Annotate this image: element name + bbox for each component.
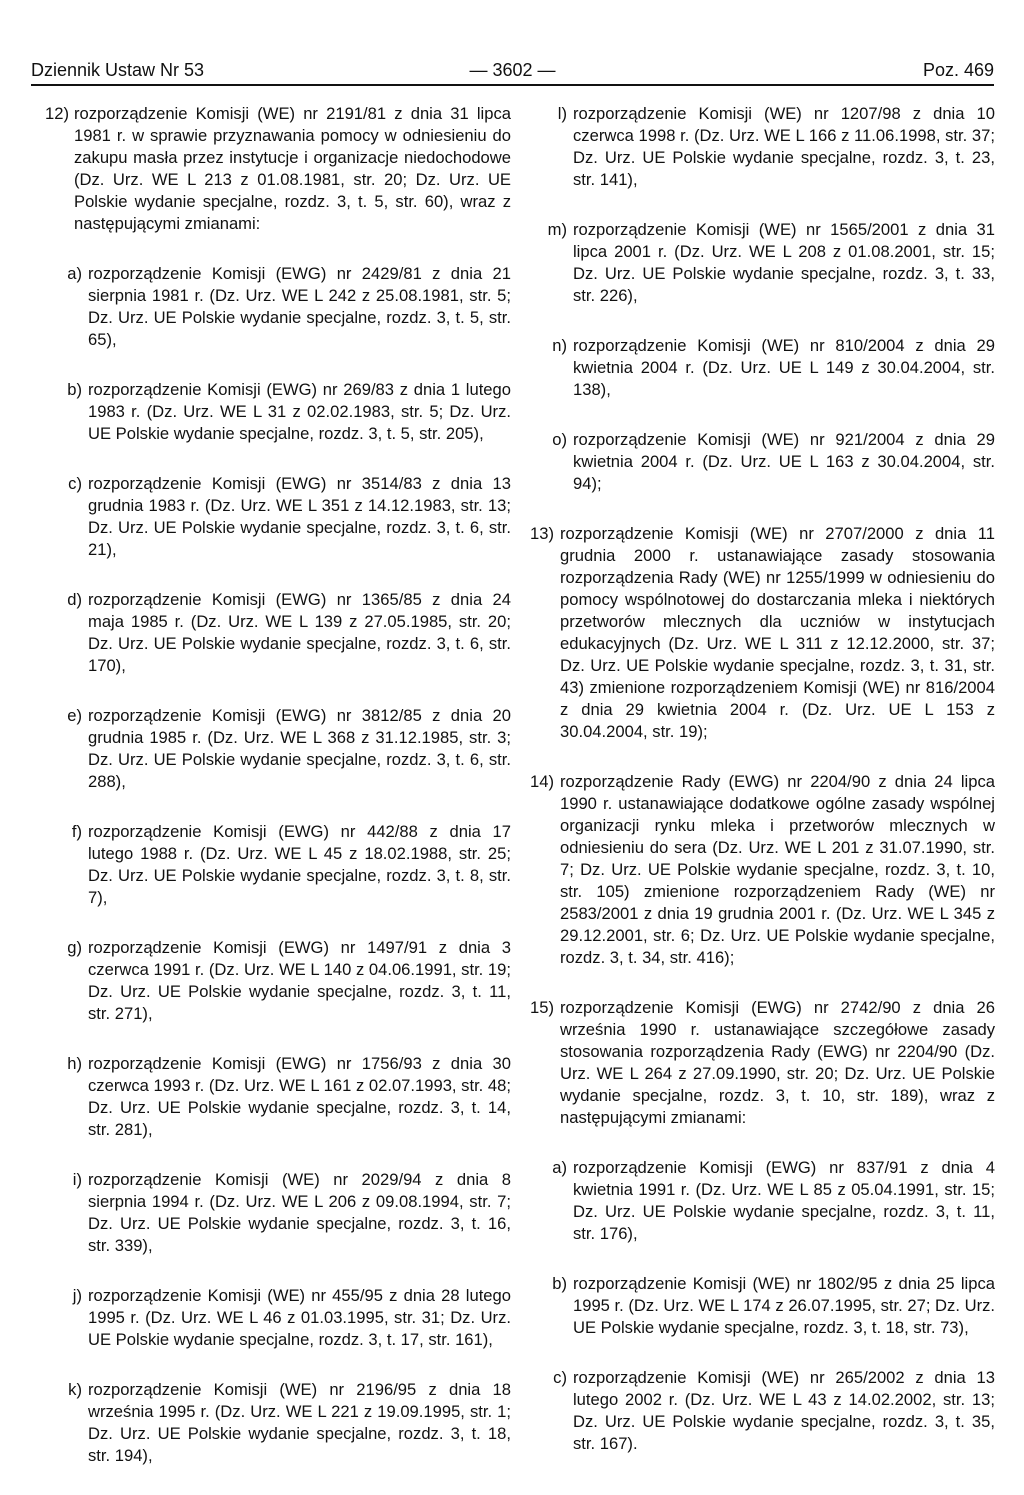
list-item [516, 335, 995, 401]
list-item [31, 937, 511, 1025]
list-item [516, 523, 995, 743]
page-header [31, 52, 994, 86]
list-item [516, 997, 995, 1129]
item-text: rozporządzenie Komisji (EWG) nr 1365/85 z dnia 24 maja 1985 r. (Dz. Urz. WE L 139 z 27.05.1985, str. 20; Dz. Urz. UE Polskie wydanie specjalne, rozdz. 3, t. 6, str. 170), [88, 590, 511, 675]
journal-title: Dziennik Ustaw Nr 53 [31, 60, 205, 80]
item-text: rozporządzenie Komisji (WE) nr 455/95 z dnia 28 lutego 1995 r. (Dz. Urz. WE L 46 z 01.03.1995, str. 31; Dz. Urz. UE Polskie wydanie specjalne, rozdz. 3, t. 17, str. 161), [88, 1286, 511, 1349]
list-item [516, 771, 995, 969]
item-text: rozporządzenie Komisji (EWG) nr 3514/83 z dnia 13 grudnia 1983 r. (Dz. Urz. WE L 351 z 14.12.1983, str. 13; Dz. Urz. UE Polskie wydanie specjalne, rozdz. 3, t. 6, str. 21), [88, 474, 511, 559]
item-number: b) [552, 1274, 567, 1293]
item-number: k) [68, 1380, 82, 1399]
position-number: Poz. 469 [922, 60, 994, 80]
item-text: rozporządzenie Komisji (WE) nr 810/2004 z dnia 29 kwietnia 2004 r. (Dz. Urz. UE L 149 z 30.04.2004, str. 138), [573, 336, 995, 399]
list-item [31, 1285, 511, 1351]
item-number: 15) [530, 998, 554, 1017]
item-number: 14) [530, 772, 554, 791]
item-text: rozporządzenie Komisji (WE) nr 265/2002 z dnia 13 lutego 2002 r. (Dz. Urz. WE L 43 z 14.02.2002, str. 13; Dz. Urz. UE Polskie wydanie specjalne, rozdz. 3, t. 35, str. 167). [573, 1368, 995, 1453]
item-text: rozporządzenie Komisji (EWG) nr 442/88 z dnia 17 lutego 1988 r. (Dz. Urz. WE L 45 z 18.02.1988, str. 25; Dz. Urz. UE Polskie wydanie specjalne, rozdz. 3, t. 8, str. 7), [88, 822, 511, 907]
item-number: g) [67, 938, 82, 957]
list-item [516, 103, 995, 191]
item-number: j) [72, 1286, 82, 1305]
item-text: rozporządzenie Komisji (WE) nr 1802/95 z dnia 25 lipca 1995 r. (Dz. Urz. WE L 174 z 26.07.1995, str. 27; Dz. Urz. UE Polskie wydanie specjalne, rozdz. 3, t. 18, str. 73), [573, 1274, 995, 1337]
item-number: 13) [530, 524, 554, 543]
list-item [31, 1169, 511, 1257]
item-number: n) [552, 336, 567, 355]
item-number: o) [552, 430, 567, 449]
item-text: rozporządzenie Komisji (WE) nr 1565/2001 z dnia 31 lipca 2001 r. (Dz. Urz. WE L 208 z 01.08.2001, str. 15; Dz. Urz. UE Polskie wydanie specjalne, rozdz. 3, t. 33, str. 226), [573, 220, 995, 305]
list-item [516, 1367, 995, 1455]
item-number: m) [547, 220, 567, 239]
list-item [31, 705, 511, 793]
list-item [31, 473, 511, 561]
item-text: rozporządzenie Rady (EWG) nr 2204/90 z dnia 24 lipca 1990 r. ustanawiające dodatkowe ogólne zasady wspólnej organizacji rynku mleka i przetworów mlecznych w odniesieniu do sera (Dz. Urz. WE L 201 z 31.07.1990, str. 7; Dz. Urz. UE Polskie wydanie specjalne, rozdz. 3, t. 10, str. 105) zmienione rozporządzeniem Rady (WE) nr 2583/2001 z dnia 19 grudnia 2001 r. (Dz. Urz. WE L 345 z 29.12.2001, str. 6; Dz. Urz. UE Polskie wydanie specjalne, rozdz. 3, t. 34, str. 416); [560, 772, 995, 967]
item-text: rozporządzenie Komisji (EWG) nr 3812/85 z dnia 20 grudnia 1985 r. (Dz. Urz. WE L 368 z 31.12.1985, str. 3; Dz. Urz. UE Polskie wydanie specjalne, rozdz. 3, t. 6, str. 288), [88, 706, 511, 791]
item-text: rozporządzenie Komisji (EWG) nr 837/91 z dnia 4 kwietnia 1991 r. (Dz. Urz. WE L 85 z 05.04.1991, str. 15; Dz. Urz. UE Polskie wydanie specjalne, rozdz. 3, t. 11, str. 176), [573, 1158, 995, 1243]
item-text: rozporządzenie Komisji (WE) nr 2029/94 z dnia 8 sierpnia 1994 r. (Dz. Urz. WE L 206 z 09.08.1994, str. 7; Dz. Urz. UE Polskie wydanie specjalne, rozdz. 3, t. 16, str. 339), [88, 1170, 511, 1255]
item-text: rozporządzenie Komisji (EWG) nr 2742/90 z dnia 26 września 1990 r. ustanawiające szczegółowe zasady stosowania rozporządzenia Rady (EWG) nr 2204/90 (Dz. Urz. WE L 264 z 27.09.1990, str. 20; Dz. Urz. UE Polskie wydanie specjalne, rozdz. 3, t. 10, str. 189), wraz z następującymi zmianami: [560, 998, 995, 1127]
item-number: a) [552, 1158, 567, 1177]
list-item [31, 1379, 511, 1467]
item-number: 12) [45, 104, 69, 123]
item-number: f) [71, 822, 82, 841]
list-item [31, 103, 511, 235]
item-text: rozporządzenie Komisji (WE) nr 2707/2000 z dnia 11 grudnia 2000 r. ustanawiające zasady stosowania rozporządzenia Rady (WE) nr 1255/1999 w odniesieniu do pomocy wspólnotowej do dostarczania mleka i niektórych przetworów mlecznych dla uczniów w instytucjach edukacyjnych (Dz. Urz. WE L 311 z 12.12.2000, str. 37; Dz. Urz. UE Polskie wydanie specjalne, rozdz. 3, t. 31, str. 43) zmienione rozporządzeniem Komisji (WE) nr 816/2004 z dnia 29 kwietnia 2004 r. (Dz. Urz. UE L 153 z 30.04.2004, str. 19); [560, 524, 995, 741]
list-item [516, 219, 995, 307]
item-number: e) [67, 706, 82, 725]
list-item [516, 1157, 995, 1245]
item-number: a) [67, 264, 82, 283]
list-item [516, 429, 995, 495]
item-text: rozporządzenie Komisji (WE) nr 2196/95 z dnia 18 września 1995 r. (Dz. Urz. WE L 221 z 19.09.1995, str. 1; Dz. Urz. UE Polskie wydanie specjalne, rozdz. 3, t. 18, str. 194), [88, 1380, 511, 1465]
item-text: rozporządzenie Komisji (WE) nr 1207/98 z dnia 10 czerwca 1998 r. (Dz. Urz. WE L 166 z 11.06.1998, str. 37; Dz. Urz. UE Polskie wydanie specjalne, rozdz. 3, t. 23, str. 141), [573, 104, 995, 189]
list-item [31, 821, 511, 909]
list-item [31, 379, 511, 445]
item-number: b) [67, 380, 82, 399]
list-item [516, 1273, 995, 1339]
list-item [31, 589, 511, 677]
item-number: h) [67, 1054, 82, 1073]
item-text: rozporządzenie Komisji (EWG) nr 2429/81 z dnia 21 sierpnia 1981 r. (Dz. Urz. WE L 242 z 25.08.1981, str. 5; Dz. Urz. UE Polskie wydanie specjalne, rozdz. 3, t. 5, str. 65), [88, 264, 511, 349]
page-number: — 3602 — [469, 60, 556, 80]
item-text: rozporządzenie Komisji (WE) nr 2191/81 z dnia 31 lipca 1981 r. w sprawie przyznawania pomocy w odniesieniu do zakupu masła przez instytucje i organizacje niedochodowe (Dz. Urz. WE L 213 z 01.08.1981, str. 20; Dz. Urz. UE Polskie wydanie specjalne, rozdz. 3, t. 5, str. 60), wraz z następującymi zmianami: [74, 104, 511, 233]
item-number: c) [68, 474, 82, 493]
right-column [516, 103, 995, 1483]
item-number: l) [557, 104, 567, 123]
list-item [31, 1053, 511, 1141]
list-item [31, 263, 511, 351]
item-text: rozporządzenie Komisji (EWG) nr 1497/91 z dnia 3 czerwca 1991 r. (Dz. Urz. WE L 140 z 04.06.1991, str. 19; Dz. Urz. UE Polskie wydanie specjalne, rozdz. 3, t. 11, str. 271), [88, 938, 511, 1023]
item-number: i) [72, 1170, 82, 1189]
item-number: c) [553, 1368, 567, 1387]
item-number: d) [67, 590, 82, 609]
item-text: rozporządzenie Komisji (WE) nr 921/2004 z dnia 29 kwietnia 2004 r. (Dz. Urz. UE L 163 z 30.04.2004, str. 94); [573, 430, 995, 493]
item-text: rozporządzenie Komisji (EWG) nr 1756/93 z dnia 30 czerwca 1993 r. (Dz. Urz. WE L 161 z 02.07.1993, str. 48; Dz. Urz. UE Polskie wydanie specjalne, rozdz. 3, t. 14, str. 281), [88, 1054, 511, 1139]
left-column [31, 103, 511, 1495]
item-text: rozporządzenie Komisji (EWG) nr 269/83 z dnia 1 lutego 1983 r. (Dz. Urz. WE L 31 z 02.02.1983, str. 5; Dz. Urz. UE Polskie wydanie specjalne, rozdz. 3, t. 5, str. 205), [88, 380, 511, 443]
